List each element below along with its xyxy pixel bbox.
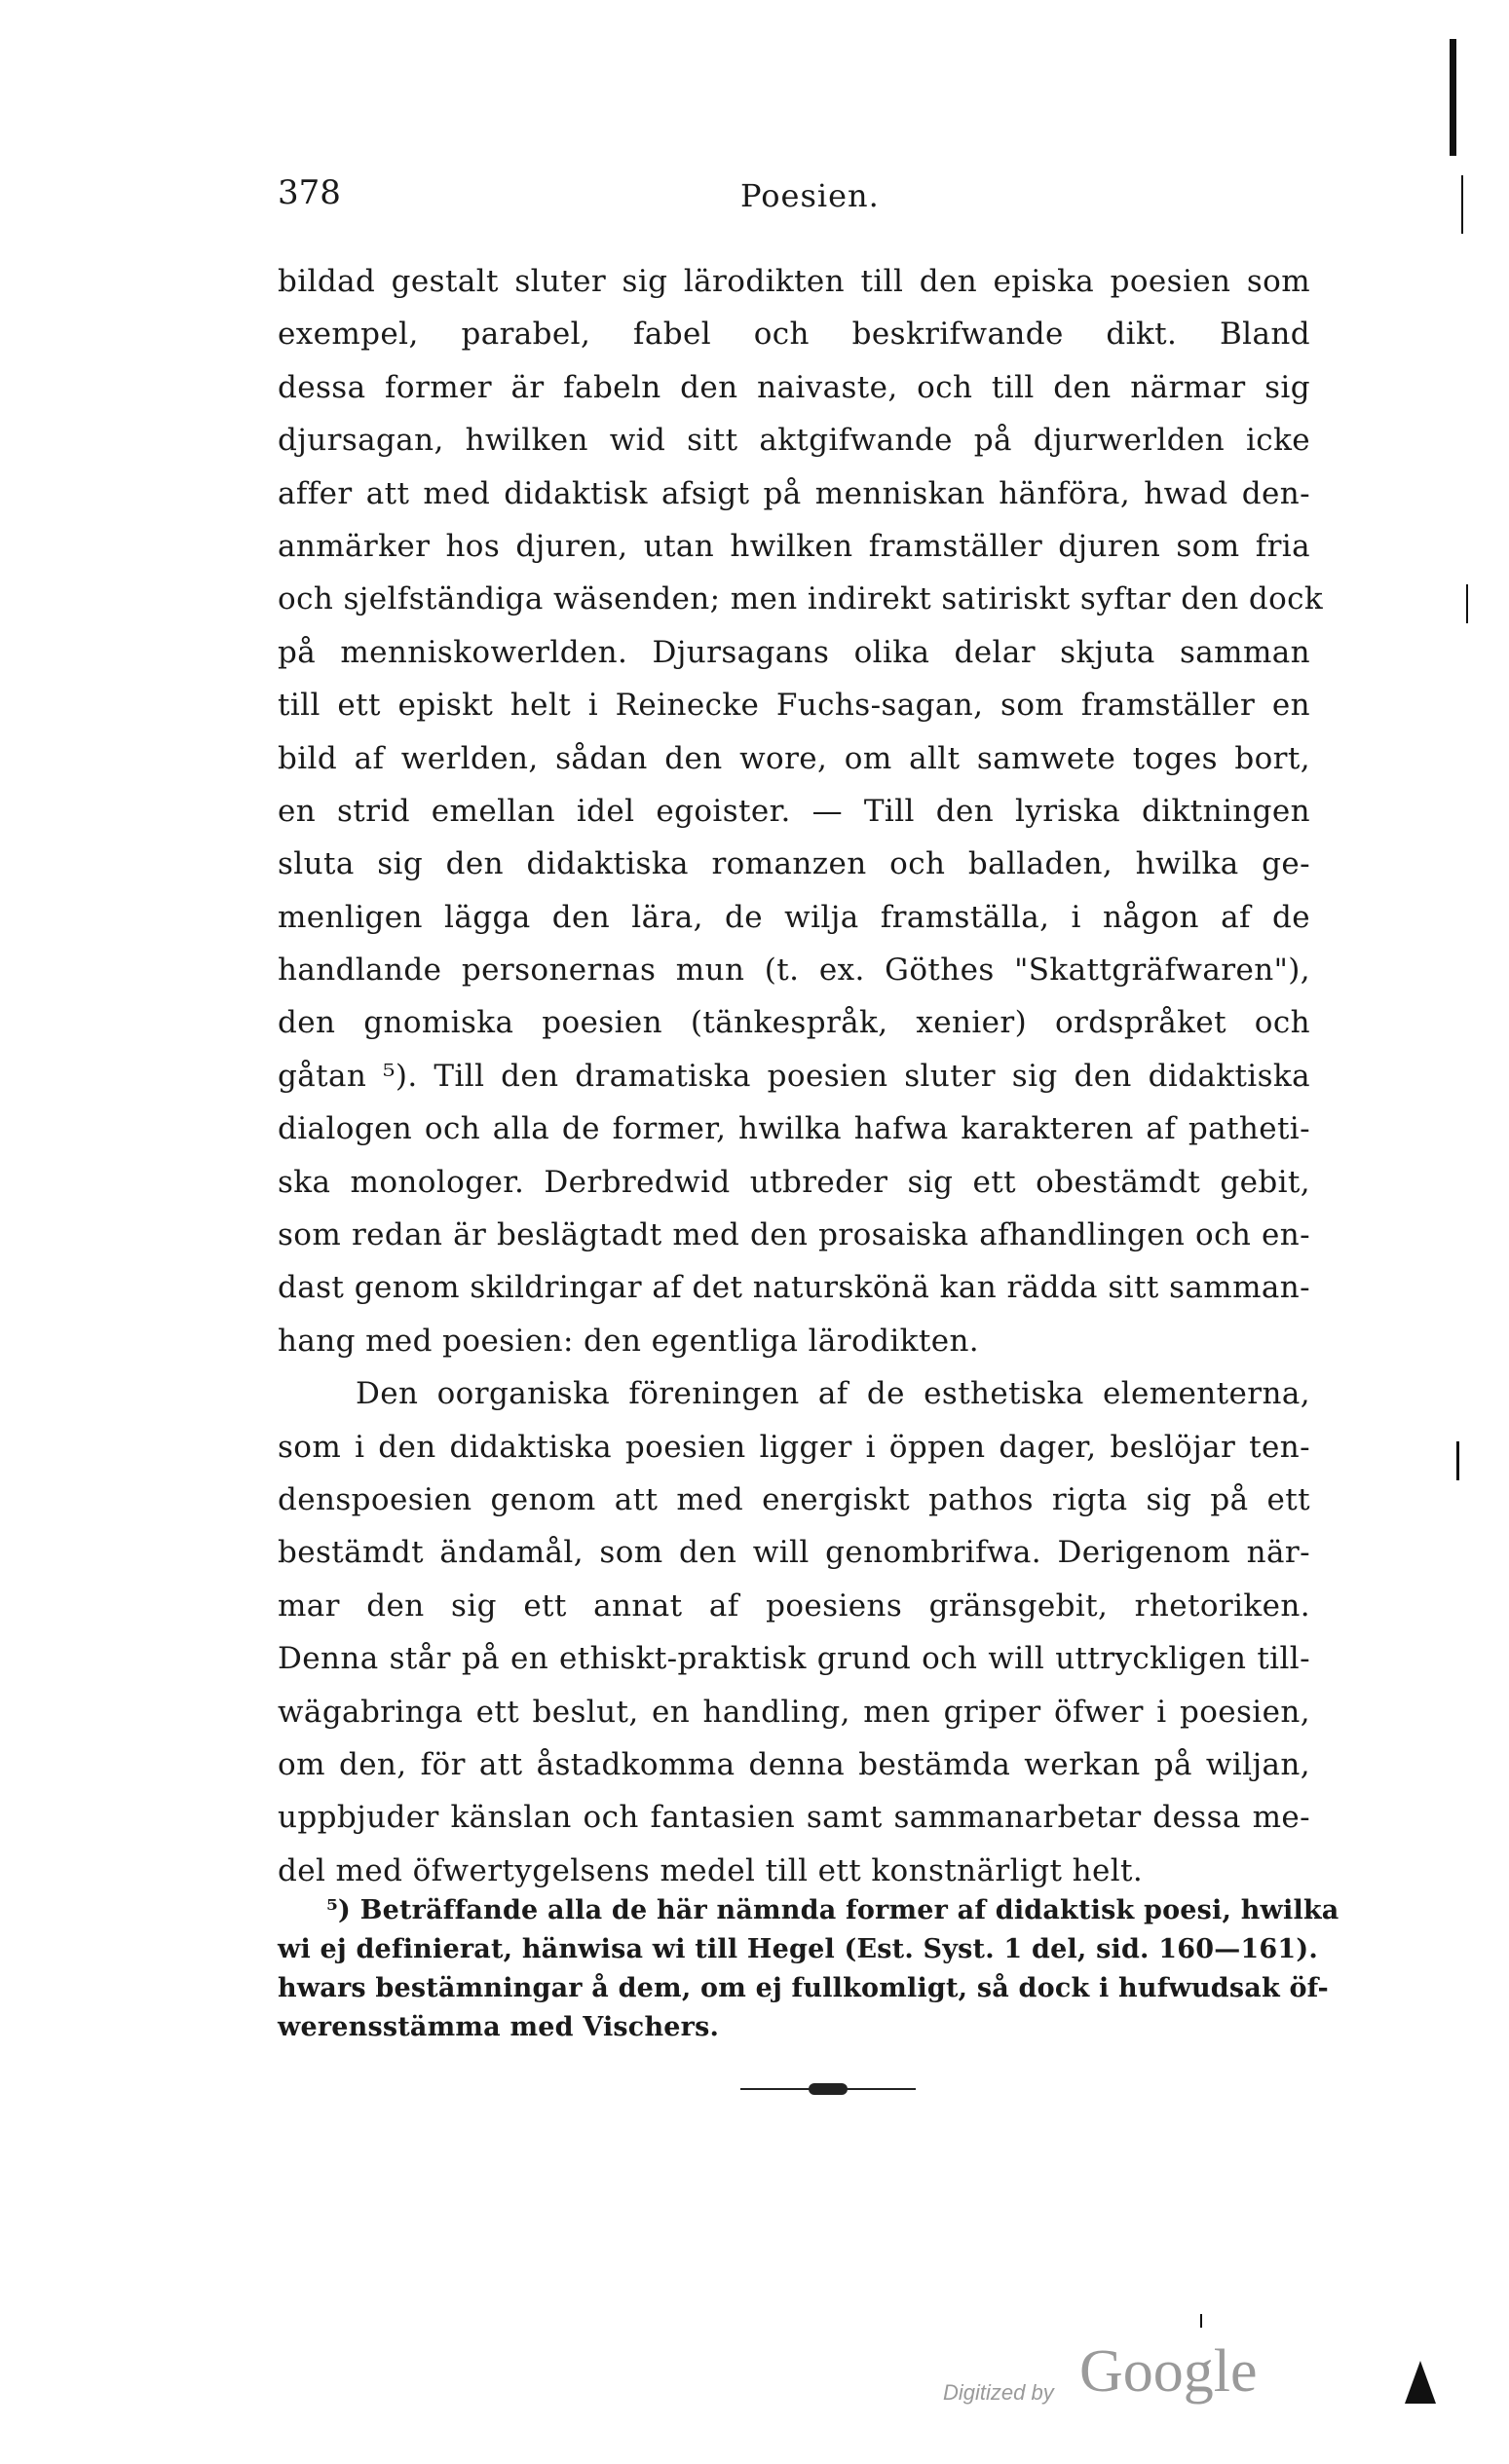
ornament-knot: [809, 2083, 848, 2095]
footnote: [278, 1891, 1339, 2047]
text-line: wägabringa ett beslut, en handling, men griper öfwer i poesien,: [278, 1694, 1310, 1730]
watermark-prefix: Digitized by: [943, 2380, 1054, 2405]
scan-edge-mark: [1456, 1441, 1459, 1480]
text-line: gåtan ⁵). Till den dramatiska poesien sluter sig den didaktiska: [278, 1058, 1310, 1094]
paragraph-last-line: del med öfwertygelsens medel till ett konstnärligt helt.: [278, 1852, 1144, 1888]
text-line: om den, för att åstadkomma denna bestämda werkan på wiljan,: [278, 1746, 1310, 1782]
text-line: bestämdt ändamål, som den will genombrifwa. Derigenom när-: [278, 1535, 1310, 1571]
text-line: anmärker hos djuren, utan hwilken framställer djuren som fria: [278, 528, 1310, 564]
text-line: som i den didaktiska poesien ligger i öppen dager, beslöjar ten-: [278, 1429, 1310, 1465]
text-line: dessa former är fabeln den naivaste, och till den närmar sig: [278, 369, 1310, 405]
scan-edge-mark: [1461, 175, 1463, 234]
text-line: handlande personernas mun (t. ex. Göthes "Skattgräfwaren"),: [278, 952, 1310, 989]
text-line: affer att med didaktisk afsigt på menniskan hänföra, hwad den-: [278, 475, 1310, 511]
ornament-divider: [740, 2082, 916, 2096]
footnote-line: ⁵) Beträffande alla de här nämnda former af didaktisk poesi, hwilka: [326, 1895, 1339, 1925]
text-line: exempel, parabel, fabel och beskrifwande dikt. Bland: [278, 317, 1310, 353]
paragraph-last-line: hang med poesien: den egentliga lärodikten.: [278, 1323, 980, 1359]
watermark-brand: Google: [1079, 2338, 1258, 2405]
text-line: bildad gestalt sluter sig lärodikten till den episka poesien som: [278, 264, 1310, 299]
digitized-watermark: [943, 2337, 1274, 2415]
page-header: [278, 173, 1330, 222]
paragraph-first-line: Den oorganiska föreningen af de esthetiska elementerna,: [356, 1376, 1310, 1412]
text-line: till ett episkt helt i Reinecke Fuchs-sagan, som framställer en: [278, 688, 1310, 724]
text-line: ska monologer. Derbredwid utbreder sig ett obestämdt gebit,: [278, 1164, 1310, 1200]
text-line: menligen lägga den lära, de wilja framställa, i någon af de: [278, 899, 1310, 935]
footnote-line: werensstämma med Vischers.: [278, 2012, 720, 2042]
text-line: på menniskowerlden. Djursagans olika delar skjuta samman: [278, 634, 1310, 670]
footnote-line: hwars bestämningar å dem, om ej fullkomligt, så dock i hufwudsak öf-: [278, 1973, 1329, 2003]
running-head: Poesien.: [740, 177, 880, 214]
body-text: [278, 255, 1324, 1897]
text-line: denspoesien genom att med energiskt pathos rigta sig på ett: [278, 1481, 1310, 1517]
text-line: djursagan, hwilken wid sitt aktgifwande på djurwerlden icke: [278, 423, 1310, 459]
scan-edge-mark: [1200, 2314, 1202, 2328]
text-line: en strid emellan idel egoister. — Till den lyriska diktningen: [278, 793, 1310, 829]
scan-edge-mark: [1450, 39, 1456, 156]
text-line: sluta sig den didaktiska romanzen och balladen, hwilka ge-: [278, 846, 1310, 882]
text-line: bild af werlden, sådan den wore, om allt samwete toges bort,: [278, 740, 1310, 776]
text-line: dast genom skildringar af det naturskönä kan rädda sitt samman-: [278, 1270, 1310, 1306]
text-line: uppbjuder känslan och fantasien samt sammanarbetar dessa me-: [278, 1800, 1310, 1836]
footnote-line: wi ej definierat, hänwisa wi till Hegel (Est. Syst. 1 del, sid. 160—161).: [278, 1934, 1318, 1964]
triangle-icon: [1403, 2359, 1438, 2406]
text-line: och sjelfständiga wäsenden; men indirekt satiriskt syftar den dock: [278, 581, 1324, 617]
text-line: dialogen och alla de former, hwilka hafwa karakteren af patheti-: [278, 1111, 1310, 1147]
text-line: mar den sig ett annat af poesiens gränsgebit, rhetoriken.: [278, 1587, 1310, 1624]
text-line: Denna står på en ethiskt-praktisk grund och will uttryckligen till-: [278, 1641, 1310, 1677]
text-line: som redan är beslägtadt med den prosaiska afhandlingen och en-: [278, 1217, 1310, 1253]
scan-edge-mark: [1466, 584, 1468, 623]
text-line: den gnomiska poesien (tänkespråk, xenier) ordspråket och: [278, 1005, 1310, 1041]
page-number: 378: [278, 173, 341, 212]
